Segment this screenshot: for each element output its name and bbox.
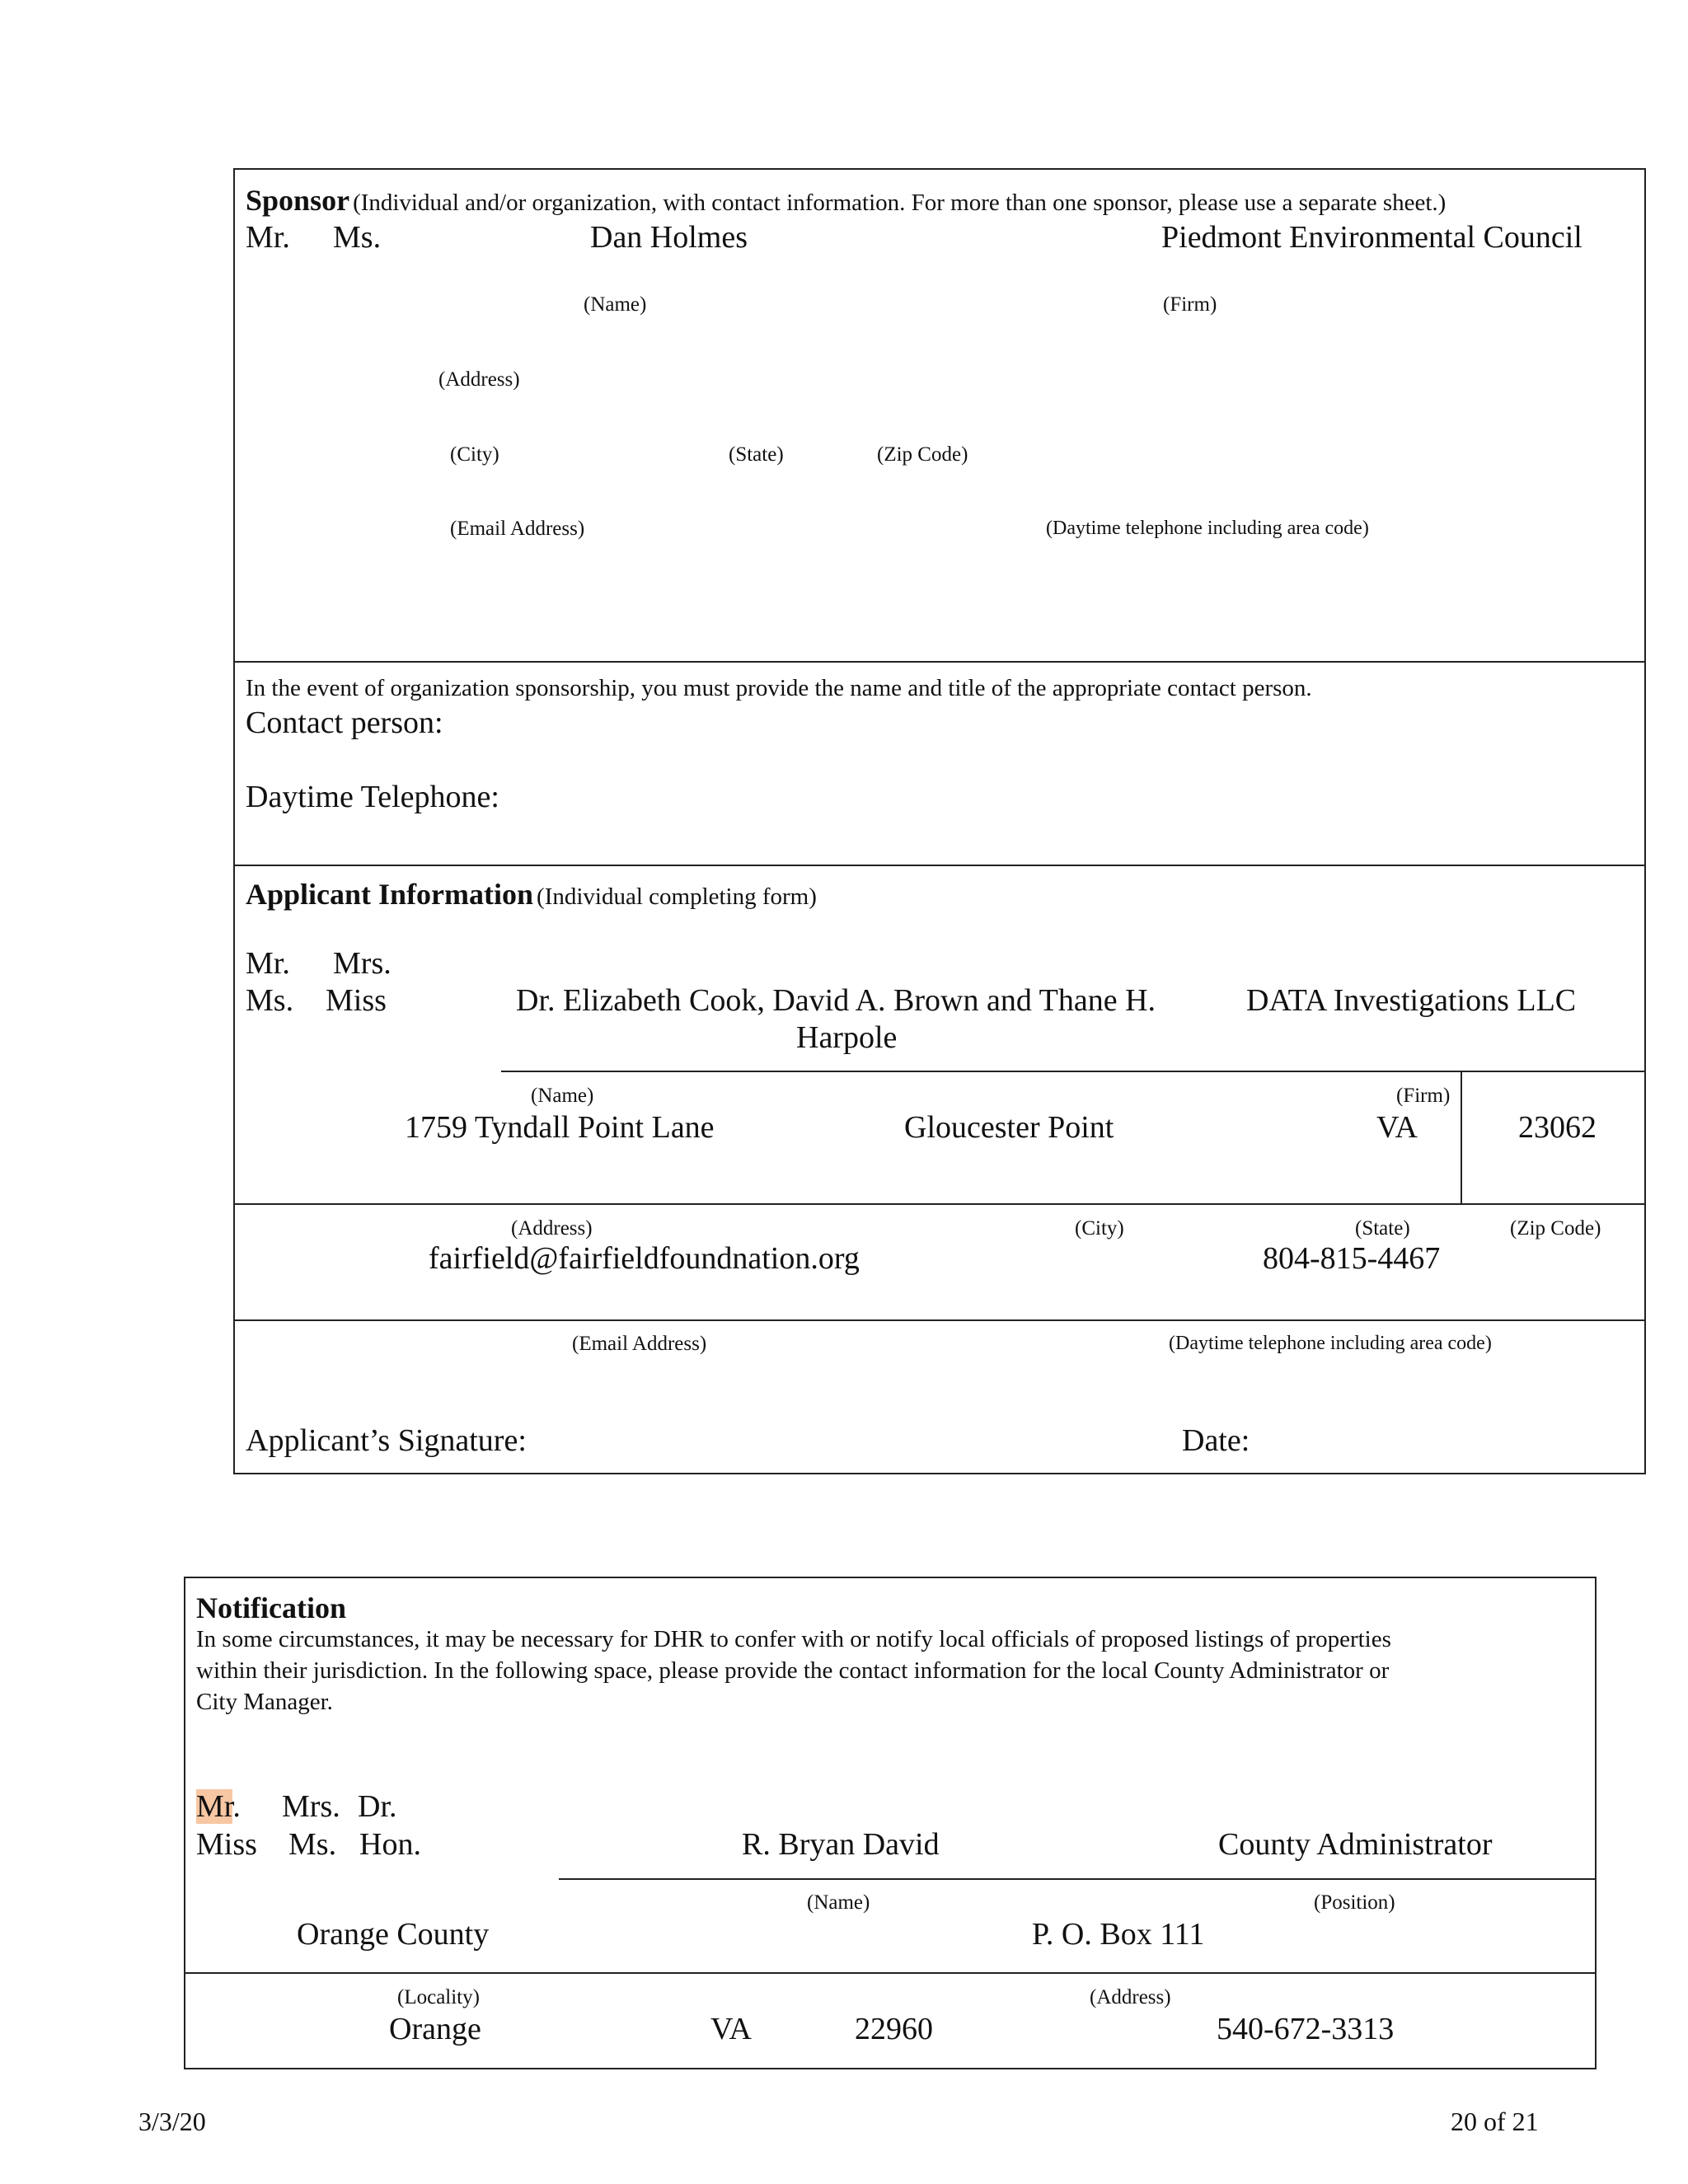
notification-text-line3: City Manager.: [196, 1689, 333, 1715]
applicant-name-underline: [501, 1071, 1646, 1072]
applicant-city-label: (City): [1075, 1217, 1124, 1240]
sponsor-city-label: (City): [450, 443, 499, 466]
applicant-name-value-line2: Harpole: [796, 1020, 898, 1055]
sponsor-phone-label: (Daytime telephone including area code): [1046, 518, 1369, 539]
sponsor-zip-label: (Zip Code): [877, 443, 968, 466]
sponsor-name-label: (Name): [584, 293, 647, 316]
notification-miss: Miss: [196, 1827, 257, 1862]
applicant-email-label: (Email Address): [572, 1333, 707, 1355]
applicant-address-value: 1759 Tyndall Point Lane: [405, 1110, 715, 1145]
notification-mr: [196, 1788, 241, 1825]
notification-mrs: Mrs.: [282, 1789, 340, 1824]
applicant-zip-value: 23062: [1518, 1110, 1597, 1145]
applicant-state-value: VA: [1376, 1110, 1418, 1145]
notification-text-line1: In some circumstances, it may be necessary for DHR to confer with or notify local officials of proposed listings of properties: [196, 1626, 1391, 1652]
notification-dr: Dr.: [358, 1789, 397, 1824]
applicant-firm-value: DATA Investigations LLC: [1246, 983, 1577, 1018]
notification-name-label: (Name): [807, 1891, 870, 1914]
sponsor-firm-value: Piedmont Environmental Council: [1161, 220, 1582, 255]
notification-hon: Hon.: [359, 1827, 421, 1862]
applicant-subheading: (Individual completing form): [537, 883, 817, 910]
notification-name-value: R. Bryan David: [742, 1827, 940, 1862]
notification-position-value: County Administrator: [1218, 1827, 1493, 1862]
applicant-section: [233, 865, 1646, 1474]
applicant-mrs: Mrs.: [333, 946, 392, 981]
sponsor-address-label: (Address): [438, 368, 520, 391]
applicant-date-label: Date:: [1182, 1423, 1250, 1458]
footer-date: 3/3/20: [138, 2107, 206, 2136]
notification-heading: Notification: [196, 1591, 346, 1624]
sponsor-email-label: (Email Address): [450, 518, 585, 540]
notification-address-divider: [184, 1972, 1597, 1974]
notification-ms: Ms.: [288, 1827, 337, 1862]
notification-locality-value: Orange County: [297, 1917, 490, 1952]
applicant-firm-label: (Firm): [1396, 1085, 1451, 1107]
notification-address-label: (Address): [1090, 1986, 1171, 2008]
applicant-email-divider: [233, 1319, 1646, 1321]
notification-zip-value: 22960: [855, 2012, 933, 2046]
applicant-heading-row: [246, 877, 817, 912]
applicant-heading: Applicant Information: [246, 878, 534, 911]
applicant-name-value-line1: Dr. Elizabeth Cook, David A. Brown and Thane H.: [516, 983, 1156, 1018]
applicant-zip-divider: [1461, 1071, 1462, 1203]
notification-phone-value: 540-672-3313: [1217, 2012, 1395, 2046]
applicant-phone-value: 804-815-4467: [1263, 1241, 1441, 1276]
sponsor-section: [233, 168, 1646, 866]
notification-address-value: P. O. Box 111: [1032, 1917, 1205, 1952]
applicant-name-label: (Name): [531, 1085, 594, 1107]
applicant-city-value: Gloucester Point: [904, 1110, 1114, 1145]
sponsor-name-value: Dan Holmes: [590, 220, 748, 255]
applicant-mr: Mr.: [246, 946, 290, 981]
notification-text-line2: within their jurisdiction. In the following space, please provide the contact information for the local County Administrator or: [196, 1657, 1390, 1684]
notification-locality-label: (Locality): [397, 1986, 480, 2008]
applicant-ms: Ms.: [246, 983, 294, 1018]
sponsor-mr: Mr.: [246, 220, 290, 255]
notification-mr-highlight: Mr: [196, 1789, 233, 1824]
applicant-signature-label: Applicant’s Signature:: [246, 1423, 527, 1458]
sponsor-divider: [233, 661, 1646, 663]
applicant-address-label: (Address): [511, 1217, 593, 1240]
sponsor-instructions: (Individual and/or organization, with contact information. For more than one sponsor, please use a separate sheet.): [353, 190, 1447, 216]
applicant-zip-label: (Zip Code): [1510, 1217, 1601, 1240]
applicant-state-label: (State): [1355, 1217, 1410, 1240]
sponsor-state-label: (State): [729, 443, 784, 466]
notification-city-value: Orange: [389, 2012, 481, 2046]
sponsor-firm-label: (Firm): [1163, 293, 1217, 316]
contact-phone-label: Daytime Telephone:: [246, 780, 499, 814]
notification-name-underline: [559, 1878, 1597, 1880]
contact-note: In the event of organization sponsorship, you must provide the name and title of the appropriate contact person.: [246, 675, 1312, 701]
sponsor-heading-row: [246, 183, 1446, 218]
sponsor-ms: Ms.: [333, 220, 382, 255]
notification-state-value: VA: [710, 2012, 752, 2046]
applicant-email-value: fairfield@fairfieldfoundnation.org: [429, 1241, 860, 1276]
notification-position-label: (Position): [1314, 1891, 1395, 1914]
contact-person-label: Contact person:: [246, 705, 443, 740]
applicant-miss: Miss: [326, 983, 387, 1018]
sponsor-heading: Sponsor: [246, 184, 350, 217]
applicant-address-divider: [233, 1203, 1646, 1205]
applicant-phone-label: (Daytime telephone including area code): [1169, 1333, 1492, 1354]
footer-page-number: 20 of 21: [1451, 2107, 1539, 2136]
notification-mr-dot: .: [232, 1789, 241, 1824]
